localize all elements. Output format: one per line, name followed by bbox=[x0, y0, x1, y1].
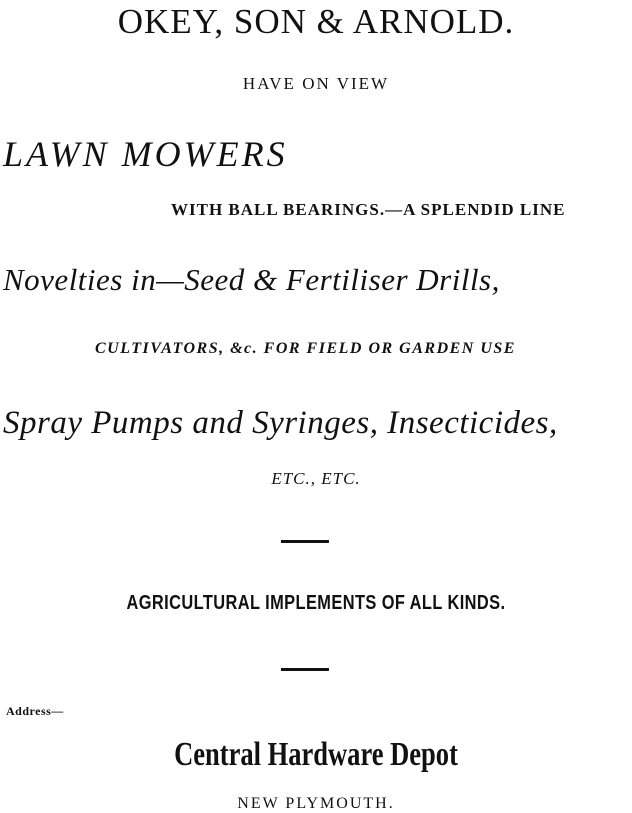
spray-pumps-heading: Spray Pumps and Syringes, Insecticides, bbox=[3, 405, 558, 441]
novelties-heading: Novelties in—Seed & Fertiliser Drills, bbox=[3, 262, 500, 297]
divider-rule bbox=[281, 668, 329, 671]
have-on-view-line: HAVE ON VIEW bbox=[242, 74, 390, 93]
town-line: NEW PLYMOUTH. bbox=[237, 795, 395, 812]
depot-name: Central Hardware Depot bbox=[174, 736, 458, 773]
lawn-mowers-heading: LAWN MOWERS bbox=[3, 134, 288, 174]
ball-bearings-line: WITH BALL BEARINGS.—A SPLENDID LINE bbox=[171, 200, 566, 219]
cultivators-line: CULTIVATORS, &c. FOR FIELD OR GARDEN USE bbox=[95, 340, 516, 357]
agricultural-implements-line: AGRICULTURAL IMPLEMENTS OF ALL KINDS. bbox=[126, 592, 506, 614]
etc-line: ETC., ETC. bbox=[271, 469, 361, 488]
address-label: Address— bbox=[6, 704, 64, 718]
divider-rule bbox=[281, 540, 329, 543]
firm-name-heading: OKEY, SON & ARNOLD. bbox=[117, 2, 515, 41]
